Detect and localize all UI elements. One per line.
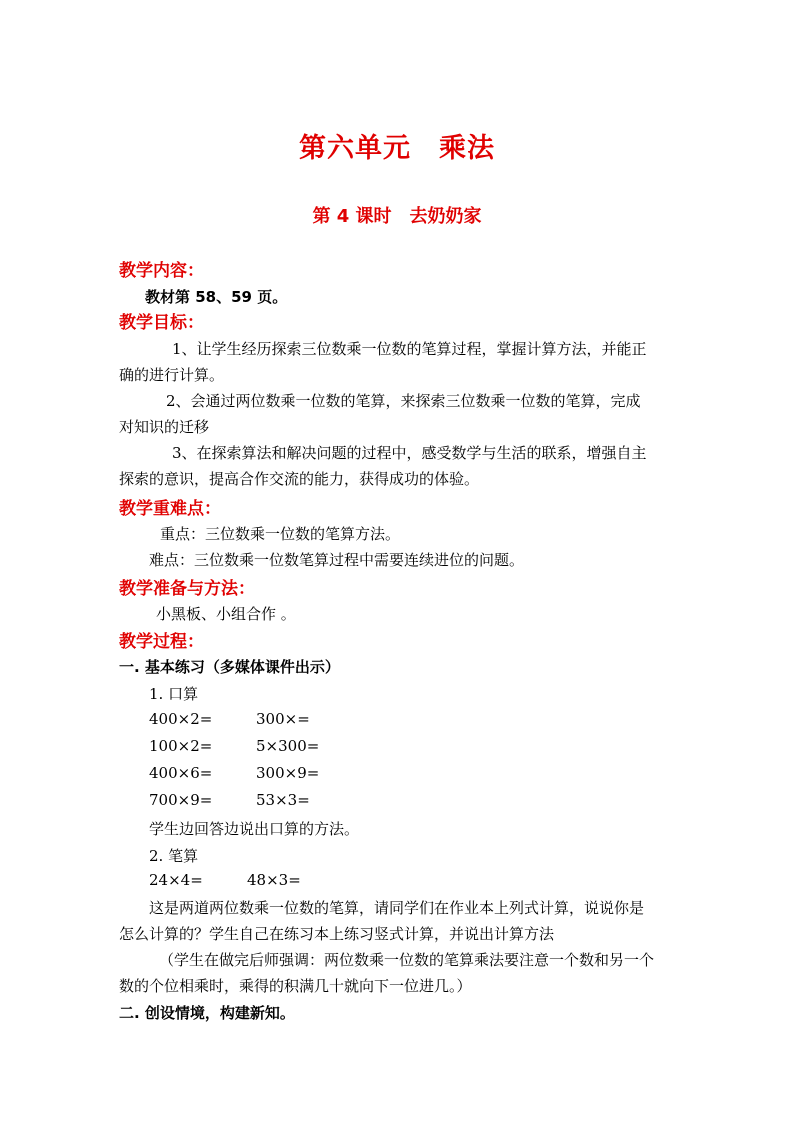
key-points-heading: 教学重难点： [119, 499, 221, 519]
goals-heading: 教学目标： [119, 313, 204, 333]
oral-note: 学生边回答边说出口算的方法。 [149, 820, 360, 838]
written-label: 2. 笔算 [149, 847, 199, 865]
oral-row-3-left: 400×6= [149, 764, 213, 782]
goal-2-line-1: 2、会通过两位数乘一位数的笔算，来探索三位数乘一位数的笔算，完成 [166, 392, 641, 410]
para-1-line-1: 这是两道两位数乘一位数的笔算，请同学们在作业本上列式计算，说说你是 [149, 899, 645, 917]
content-heading: 教学内容： [119, 261, 204, 281]
goal-1-line-2: 确的进行计算。 [119, 366, 225, 384]
prep-text: 小黑板、小组合作 。 [156, 605, 296, 623]
oral-row-2-left: 100×2= [149, 737, 213, 755]
process-heading: 教学过程： [119, 632, 204, 652]
goal-2-line-2: 对知识的迁移 [119, 418, 210, 436]
part-1-title: 一. 基本练习（多媒体课件出示） [119, 658, 340, 676]
lesson-title: 第 4 课时 去奶奶家 [312, 206, 482, 227]
oral-row-3-right: 300×9= [256, 764, 320, 782]
unit-title: 第六单元 乘法 [299, 133, 495, 164]
oral-row-1-right: 300×= [256, 710, 310, 728]
oral-row-1-left: 400×2= [149, 710, 213, 728]
prep-heading: 教学准备与方法： [119, 579, 255, 599]
written-b: 48×3= [247, 871, 301, 889]
oral-row-4-right: 53×3= [256, 791, 310, 809]
goal-3-line-2: 探索的意识，提高合作交流的能力，获得成功的体验。 [119, 470, 480, 488]
focus-point: 重点：三位数乘一位数的笔算方法。 [160, 525, 401, 543]
written-a: 24×4= [149, 871, 203, 889]
difficulty-point: 难点：三位数乘一位数笔算过程中需要连续进位的问题。 [149, 551, 525, 569]
part-2-title: 二. 创设情境，构建新知。 [119, 1004, 295, 1022]
para-1-line-2: 怎么计算的？学生自己在练习本上练习竖式计算，并说出计算方法 [119, 925, 555, 943]
oral-row-4-left: 700×9= [149, 791, 213, 809]
content-text: 教材第 58、59 页。 [145, 288, 288, 306]
goal-3-line-1: 3、在探索算法和解决问题的过程中，感受数学与生活的联系，增强自主 [172, 444, 647, 462]
oral-label: 1. 口算 [149, 685, 199, 703]
goal-1-line-1: 1、让学生经历探索三位数乘一位数的笔算过程，掌握计算方法，并能正 [172, 340, 647, 358]
para-2-line-2: 数的个位相乘时，乘得的积满几十就向下一位进几。） [119, 977, 472, 995]
para-2-line-1: （学生在做完后师强调：两位数乘一位数的笔算乘法要注意一个数和另一个 [159, 951, 655, 969]
oral-row-2-right: 5×300= [256, 737, 320, 755]
